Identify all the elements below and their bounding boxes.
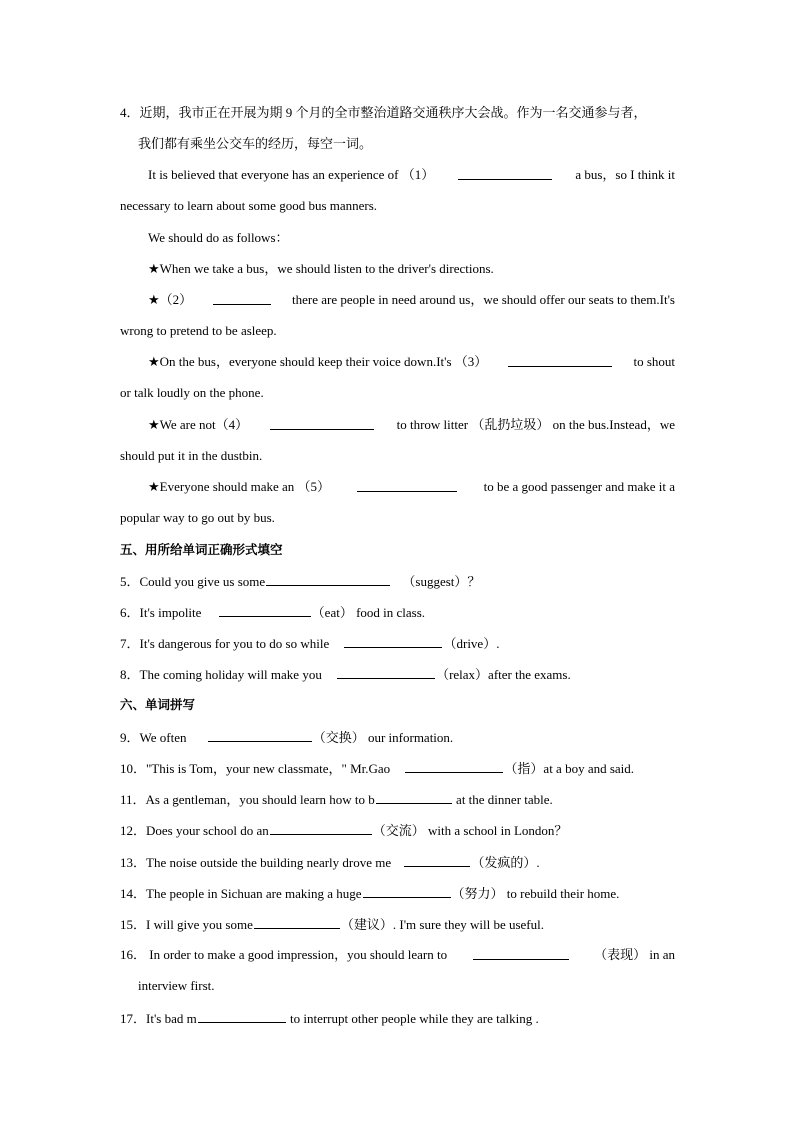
question-text: （指）at a boy and said.	[504, 761, 635, 776]
question-text: 8．The coming holiday will make you	[120, 667, 322, 682]
answer-blank-q12[interactable]	[270, 821, 372, 835]
question-16	[120, 946, 675, 964]
q4-text: to throw litter （乱扔垃圾） on the bus.Instead，we	[396, 417, 675, 432]
answer-blank-2[interactable]	[213, 291, 271, 305]
question-8	[120, 665, 675, 684]
answer-blank-q15[interactable]	[254, 915, 340, 929]
question-text: （建议）. I'm sure they will be useful.	[340, 917, 544, 932]
q4-text: ★On the bus，everyone should keep their voice down.It's （3）	[148, 354, 488, 369]
q4-text: ★（2）	[148, 292, 193, 307]
question-text: （suggest）？	[402, 574, 481, 589]
question-text: 11．As a gentleman，you should learn how to b	[120, 792, 375, 807]
answer-blank-q16[interactable]	[473, 946, 569, 960]
answer-blank-q5[interactable]	[266, 572, 390, 586]
q4-text: It is believed that everyone has an experience of （1）	[148, 167, 435, 182]
question-text: 7．It's dangerous for you to do so while	[120, 636, 330, 651]
q4-text: there are people in need around us，we should offer our seats to them.It's	[292, 292, 675, 307]
question-9	[120, 728, 675, 747]
question-text: （drive）.	[443, 636, 500, 651]
q4-paragraph-7	[148, 478, 675, 496]
q4-paragraph-3: ★When we take a bus，we should listen to the driver's directions.	[148, 261, 494, 276]
answer-blank-q10[interactable]	[405, 759, 503, 773]
q4-paragraph-6	[148, 416, 675, 434]
question-text: 5．Could you give us some	[120, 574, 266, 589]
question-13	[120, 853, 675, 872]
q4-text: ★We are not（4）	[148, 417, 249, 432]
answer-blank-4[interactable]	[270, 416, 374, 430]
q4-paragraph-5-cont: or talk loudly on the phone.	[120, 385, 264, 400]
q4-intro-line1: 4．近期，我市正在开展为期 9 个月的全市整治道路交通秩序大会战。作为一名交通参与者，	[120, 105, 647, 120]
question-text: at the dinner table.	[456, 792, 553, 807]
q4-paragraph-5	[148, 353, 675, 371]
answer-blank-q17[interactable]	[198, 1009, 286, 1023]
question-text: 17．It's bad m	[120, 1011, 197, 1026]
q4-paragraph-4-cont: wrong to pretend to be asleep.	[120, 323, 277, 338]
q4-paragraph-2: We should do as follows：	[148, 230, 289, 245]
question-text: 12．Does your school do an	[120, 823, 269, 838]
question-text: 15．I will give you some	[120, 917, 253, 932]
question-text: to interrupt other people while they are talking .	[289, 1011, 539, 1026]
section-6-heading: 六、单词拼写	[120, 697, 196, 712]
question-text: 6．It's impolite	[120, 605, 202, 620]
q4-paragraph-1	[148, 166, 675, 184]
q4-text: to be a good passenger and make it a	[483, 479, 675, 494]
question-17	[120, 1009, 675, 1028]
question-text: （努力） to rebuild their home.	[451, 886, 620, 901]
question-14	[120, 884, 675, 903]
question-text: 9．We often	[120, 730, 187, 745]
question-10	[120, 759, 675, 778]
question-text: 10．"This is Tom，your new classmate，" Mr.Gao	[120, 761, 391, 776]
answer-blank-q13[interactable]	[404, 853, 470, 867]
answer-blank-q14[interactable]	[363, 884, 451, 898]
answer-blank-q6[interactable]	[219, 603, 311, 617]
question-5	[120, 572, 675, 591]
q4-text: ★Everyone should make an （5）	[148, 479, 331, 494]
answer-blank-q7[interactable]	[344, 634, 442, 648]
question-text: （eat） food in class.	[311, 605, 426, 620]
question-7	[120, 634, 675, 653]
question-text: （表现） in an	[594, 947, 675, 962]
answer-blank-q8[interactable]	[337, 665, 435, 679]
answer-blank-q11[interactable]	[376, 790, 452, 804]
q4-paragraph-6-cont: should put it in the dustbin.	[120, 448, 263, 463]
question-6	[120, 603, 675, 622]
answer-blank-5[interactable]	[357, 478, 457, 492]
question-text: 16． In order to make a good impression，you should learn to	[120, 947, 448, 962]
question-text: （交换） our information.	[312, 730, 454, 745]
q4-text: a bus，so I think it	[575, 167, 675, 182]
answer-blank-q9[interactable]	[208, 728, 312, 742]
answer-blank-3[interactable]	[508, 353, 612, 367]
question-12	[120, 821, 675, 840]
question-text: （发疯的）.	[471, 855, 540, 870]
section-5-heading: 五、用所给单词正确形式填空	[120, 542, 283, 557]
question-text: 14．The people in Sichuan are making a huge	[120, 886, 362, 901]
question-11	[120, 790, 675, 809]
q4-paragraph-7-cont: popular way to go out by bus.	[120, 510, 275, 525]
question-16-cont: interview first.	[138, 978, 215, 993]
q4-text: to shout	[633, 354, 675, 369]
answer-blank-1[interactable]	[458, 166, 552, 180]
q4-paragraph-4	[148, 291, 675, 309]
q4-intro-line2: 我们都有乘坐公交车的经历，每空一词。	[138, 136, 373, 151]
question-text: 13．The noise outside the building nearly drove me	[120, 855, 392, 870]
q4-paragraph-1-cont: necessary to learn about some good bus manners.	[120, 198, 378, 213]
question-text: （交流） with a school in London？	[372, 823, 568, 838]
question-text: （relax）after the exams.	[436, 667, 571, 682]
question-15	[120, 915, 675, 934]
